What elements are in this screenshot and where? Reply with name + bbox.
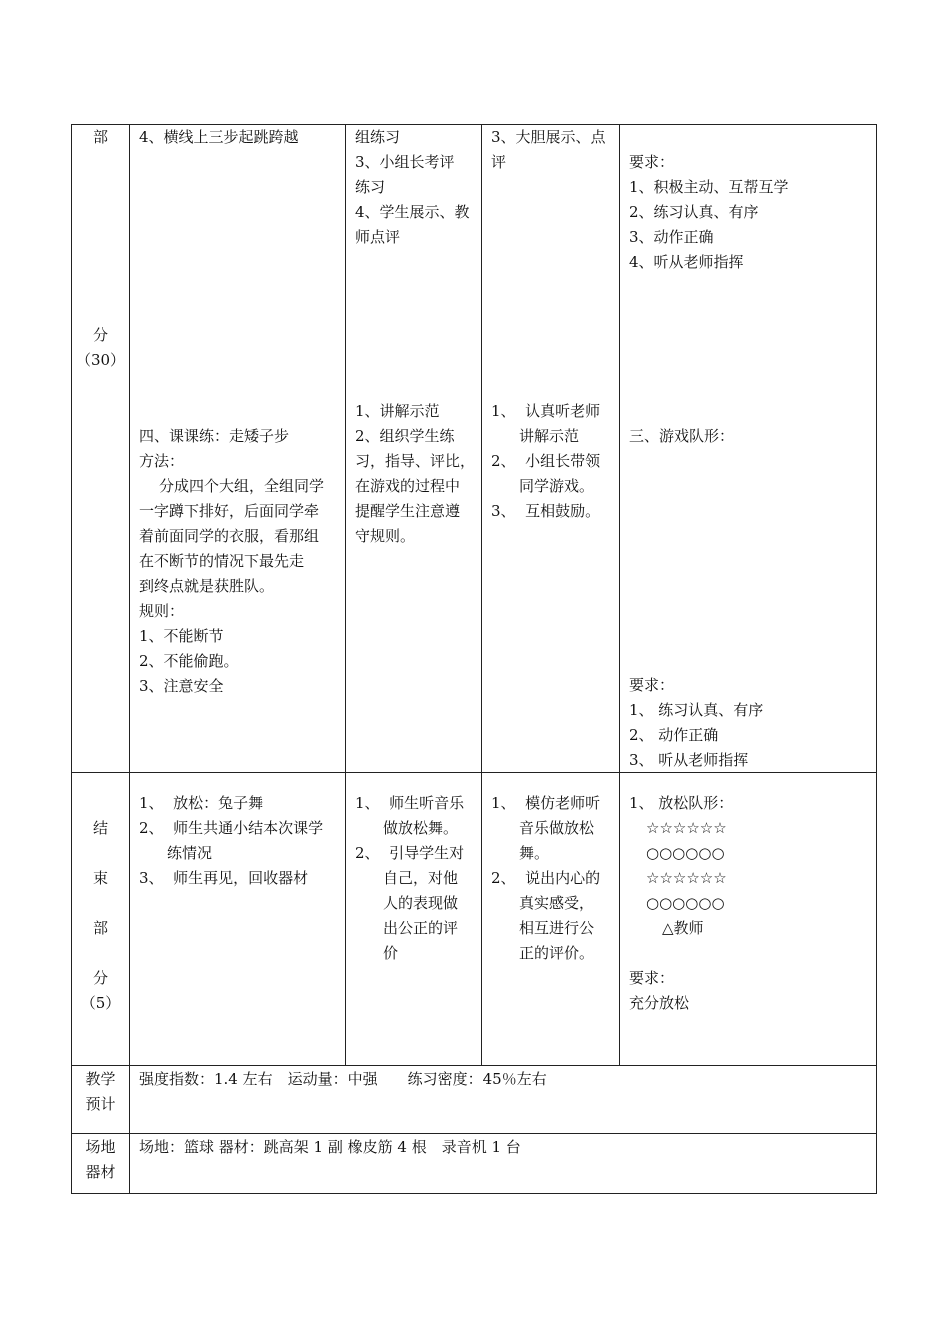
- col-divider-label: [129, 124, 130, 1194]
- main-content-game: 四、课课练：走矮子步 方法： 分成四个大组，全组同学 一字蹲下排好，后面同学牵 着前面同学的衣服，看那组 在不断节的情况下最先走 到终点就是获胜队。 规则： 1、不能断节 2、不能偷跑。 3、注意安全: [139, 427, 325, 695]
- main-section-label-top: 部: [92, 128, 108, 146]
- estimate-text: 强度指数：1.4 左右 运动量：中强 练习密度：45％左右: [139, 1070, 547, 1088]
- main-organization-game-formation: 三、游戏队形：: [629, 427, 735, 445]
- end-student-activity: 1、 模仿老师听 音乐做放松 舞。 2、 说出内心的 真实感受， 相互进行公 正的评价。: [491, 794, 601, 962]
- main-content-item-4: 4、横线上三步起跳跨越: [139, 128, 299, 146]
- col-divider-student: [481, 124, 482, 1066]
- table-border-right: [876, 124, 877, 1194]
- formation-row-stars: ☆☆☆☆☆☆: [646, 819, 727, 837]
- main-section-label-bottom: 分 （30）: [75, 326, 126, 369]
- venue-label: 场地 器材: [85, 1138, 116, 1181]
- formation-row-circles: ○○○○○○: [646, 894, 725, 912]
- main-student-activity-b: 1、 认真听老师 讲解示范 2、 小组长带领 同学游戏。 3、 互相鼓励。: [491, 402, 601, 520]
- main-organization-requirements-b: 要求： 1、 练习认真、有序 2、 动作正确 3、 听从老师指挥: [629, 676, 764, 769]
- col-divider-teacher: [345, 124, 346, 1066]
- table-border-left: [71, 124, 72, 1194]
- end-teacher-activity: 1、 师生听音乐 做放松舞。 2、 引导学生对 自己，对他 人的表现做 出公正的评 价: [355, 794, 465, 962]
- main-organization-requirements-a: 要求： 1、积极主动、互帮互学 2、练习认真、有序 3、动作正确 4、听从老师指挥: [629, 153, 789, 271]
- main-teacher-activity-a: 组练习 3、小组长考评 练习 4、学生展示、教 师点评: [355, 128, 470, 246]
- col-divider-organization: [619, 124, 620, 1066]
- main-teacher-activity-b: 1、讲解示范 2、组织学生练 习，指导、评比， 在游戏的过程中 提醒学生注意遵 守规则。: [355, 402, 476, 545]
- row-divider-venue: [71, 1133, 877, 1134]
- formation-row-circles: ○○○○○○: [646, 844, 725, 862]
- end-content: 1、 放松：兔子舞 2、 师生共通小结本次课学 练情况 3、 师生再见，回收器材: [139, 794, 324, 887]
- end-organization: 1、 放松队形： ☆☆☆☆☆☆ ○○○○○○ ☆☆☆☆☆☆ ○○○○○○ △教师 要求： 充分放松: [629, 791, 874, 1016]
- row-divider-estimate: [71, 1065, 877, 1066]
- estimate-label: 教学 预计: [85, 1070, 116, 1113]
- table-border-bottom: [71, 1193, 877, 1194]
- main-student-activity-a: 3、大胆展示、点 评: [491, 128, 606, 171]
- teacher-position-mark: △教师: [662, 919, 704, 937]
- formation-row-stars: ☆☆☆☆☆☆: [646, 869, 727, 887]
- end-section-label: 结 束 部 分 （5）: [80, 819, 121, 1012]
- venue-text: 场地：篮球 器材：跳高架 1 副 橡皮筋 4 根 录音机 1 台: [139, 1138, 521, 1156]
